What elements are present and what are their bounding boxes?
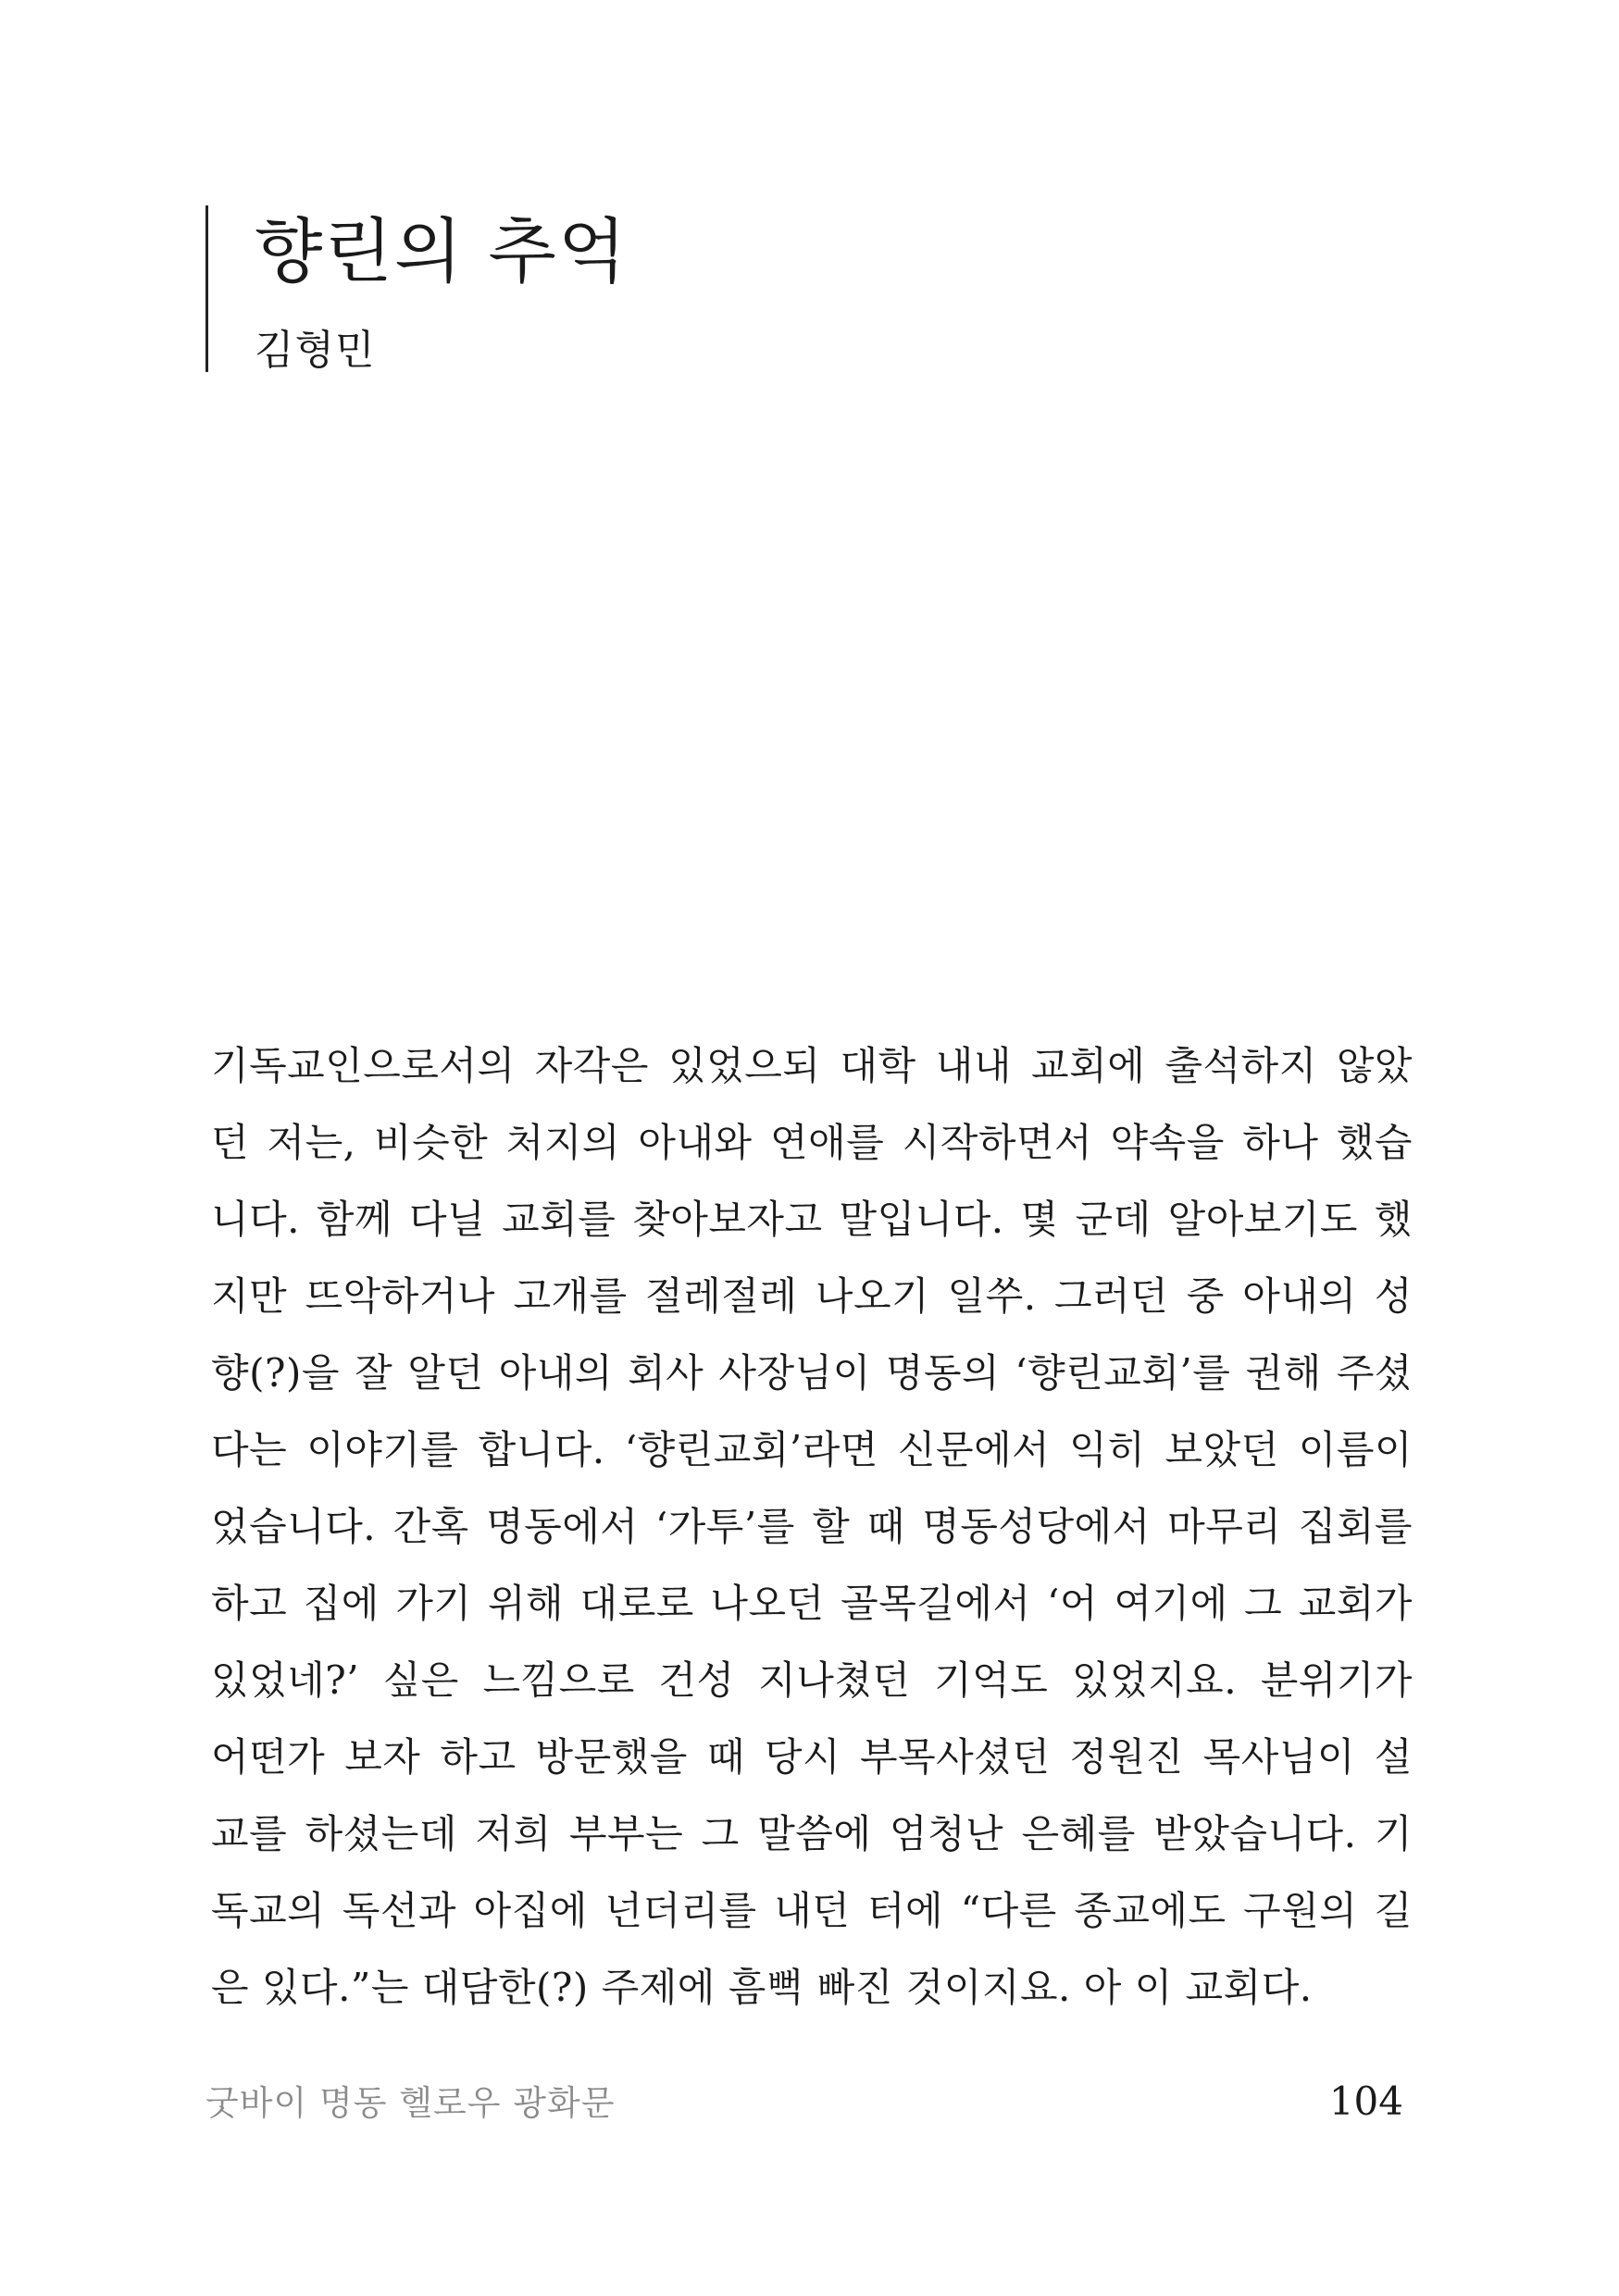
running-footer-book-title: 굿바이 명동 헬로우 광화문	[205, 2083, 616, 2123]
body-line: 다는 이야기를 합니다. ‘향린교회’라면 신문에서 익히 보았던 이름이	[211, 1427, 1413, 1472]
body-line: 지만 뜨악하거나 고개를 절레절레 나오기 일쑤. 그러던 중 아내의 성	[211, 1273, 1413, 1319]
body-line: 었습니다. 간혹 명동에서 ‘가투’를 할 때 명동성당에서 마무리 집회를	[211, 1504, 1413, 1549]
body-line: 기독교인으로서의 자각은 있었으되 대학 내내 교회에 출석하지 않았	[211, 1043, 1413, 1088]
page-number: 104	[1328, 2079, 1403, 2124]
body-line: 던 저는, 비슷한 처지의 아내와 연애를 시작하면서 약속을 하나 했습	[211, 1120, 1413, 1165]
body-line: 은 있다.”는 대담한(?) 주제에 흠뻑 빠진 것이지요. 아 이 교회다.	[211, 1965, 1313, 2010]
author-name: 김형민	[255, 327, 376, 374]
body-line: 있었네?’ 싶은 느낌으로 건성 지나쳤던 기억도 있었지요. 분위기가	[211, 1657, 1413, 1703]
essay-title: 향린의 추억	[255, 210, 629, 292]
body-paragraph	[211, 1027, 1413, 2026]
body-line: 독교의 독선과 아집에 넌더리를 내던 터에 “다른 종교에도 구원의 길	[211, 1888, 1413, 1933]
title-block	[205, 205, 628, 372]
body-line: 교를 하셨는데 저희 부부는 그 말씀에 엄청난 은혜를 받았습니다. 기	[211, 1811, 1413, 1856]
body-line: 니다. 함께 다닐 교회를 찾아보자고 말입니다. 몇 군데 알아보기도 했	[211, 1197, 1413, 1242]
body-line: 하고 집에 가기 위해 대로로 나오던 골목길에서 ‘어 여기에 그 교회가	[211, 1581, 1413, 1626]
body-line: 어떤가 보자 하고 방문했을 때 당시 부목사셨던 정원진 목사님이 설	[211, 1734, 1413, 1780]
body-line: 향(?)을 잘 알던 아내의 회사 사장님이 명동의 ‘향린교회’를 권해 주셨	[211, 1350, 1413, 1396]
